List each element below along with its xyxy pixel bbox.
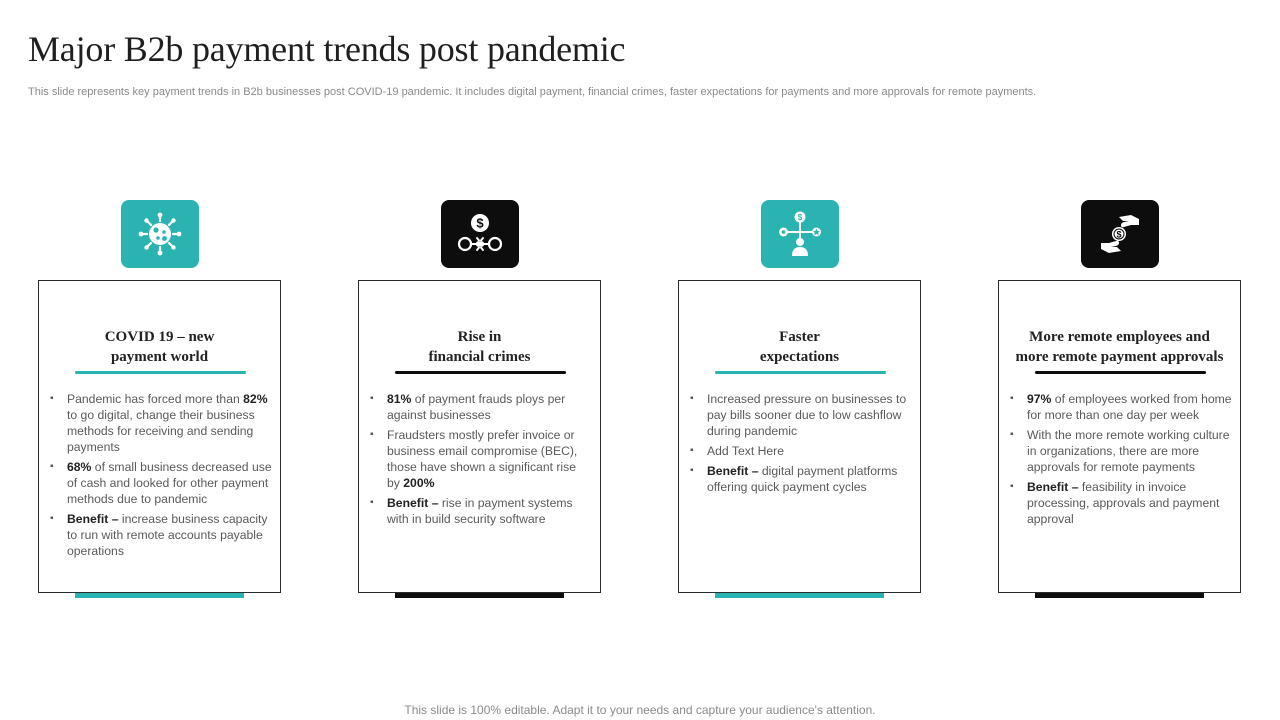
bullet-highlight: Benefit – [387, 496, 439, 510]
bullet-item [369, 427, 592, 491]
bullet-item [49, 391, 272, 455]
virus-icon [121, 200, 199, 268]
card-title [685, 327, 914, 367]
bullet-text: to go digital, change their business methods for receiving and sending payments [67, 408, 255, 454]
bullet-text: rise in payment systems with in build security software [387, 496, 573, 526]
card-title-line: More remote employees and [1029, 329, 1210, 345]
title-underline [75, 371, 246, 374]
card-title-line: more remote payment approvals [1015, 349, 1224, 365]
bullet-text: Increased pressure on businesses to pay bills sooner due to low cashflow during pandemic [707, 392, 907, 438]
slide-footer: This slide is 100% editable. Adapt it to your needs and capture your audience's attention. [404, 703, 876, 717]
card-title-line: expectations [759, 349, 840, 365]
bullet-text: With the more remote working culture in organizations, there are more approvals for remote payments [1027, 428, 1230, 474]
trend-card [678, 280, 921, 593]
trend-card-column [358, 200, 604, 600]
bullet-item [369, 391, 592, 423]
bullet-list [689, 391, 912, 499]
bullet-text: increase business capacity to run with remote accounts payable operations [67, 512, 268, 558]
bullet-text: Add Text Here [707, 444, 785, 458]
bullet-text: of payment frauds ploys per against businesses [387, 392, 566, 422]
bullet-item [689, 391, 912, 439]
bullet-item [1009, 479, 1232, 527]
bullet-item [49, 511, 272, 559]
svg-text:$: $ [476, 215, 484, 231]
title-underline [395, 371, 566, 374]
bullet-list [369, 391, 592, 531]
bullet-item [689, 463, 912, 495]
trend-card [38, 280, 281, 593]
bullet-highlight: 200% [403, 476, 435, 490]
bullet-highlight: Benefit – [67, 512, 119, 526]
card-title-line: financial crimes [428, 349, 531, 365]
bullet-highlight: 97% [1027, 392, 1052, 406]
card-bottom-bar [395, 593, 564, 598]
trend-card [358, 280, 601, 593]
payment-network-icon [761, 200, 839, 268]
bullet-text: of employees worked from home for more than one day per week [1027, 392, 1232, 422]
bullet-item [689, 443, 912, 459]
card-bottom-bar [715, 593, 884, 598]
bullet-text: Pandemic has forced more than [67, 392, 244, 406]
title-underline [715, 371, 886, 374]
card-title-line: COVID 19 – new [104, 329, 215, 345]
bullet-highlight: Benefit – [1027, 480, 1079, 494]
bullet-item [1009, 427, 1232, 475]
trend-card [998, 280, 1241, 593]
title-underline [1035, 371, 1206, 374]
bullet-text: Fraudsters mostly prefer invoice or business email compromise (BEC), those have shown a significant rise by [387, 428, 578, 490]
bullet-list [49, 391, 272, 563]
bullet-text: of small business decreased use of cash and looked for other payment methods due to pandemic [67, 460, 272, 506]
card-title [45, 327, 274, 367]
card-title-line: Rise in [457, 329, 502, 345]
bullet-item [49, 459, 272, 507]
card-bottom-bar [75, 593, 244, 598]
bullet-list [1009, 391, 1232, 531]
handcuffs-dollar-icon [441, 200, 519, 268]
slide-subtitle: This slide represents key payment trends in B2b businesses post COVID-19 pandemic. It includes digital payment, financial crimes, faster expectations for payments and more approvals for remote payments. [28, 86, 1037, 98]
bullet-highlight: Benefit – [707, 464, 759, 478]
svg-text:$: $ [797, 213, 803, 222]
card-title [1005, 327, 1234, 367]
svg-text:$: $ [1116, 229, 1122, 240]
bullet-item [369, 495, 592, 527]
trend-card-column [998, 200, 1244, 600]
card-title-line: Faster [779, 329, 820, 345]
card-title-line: payment world [110, 349, 209, 365]
trend-card-column [38, 200, 284, 600]
card-bottom-bar [1035, 593, 1204, 598]
bullet-item [1009, 391, 1232, 423]
bullet-highlight: 81% [387, 392, 412, 406]
bullet-highlight: 68% [67, 460, 92, 474]
trend-card-column [678, 200, 924, 600]
card-title [365, 327, 594, 367]
slide-title: Major B2b payment trends post pandemic [28, 29, 626, 69]
hands-dollar-icon [1081, 200, 1159, 268]
bullet-highlight: 82% [243, 392, 268, 406]
bullet-text: feasibility in invoice processing, approvals and payment approval [1027, 480, 1220, 526]
bullet-text: digital payment platforms offering quick payment cycles [707, 464, 898, 494]
